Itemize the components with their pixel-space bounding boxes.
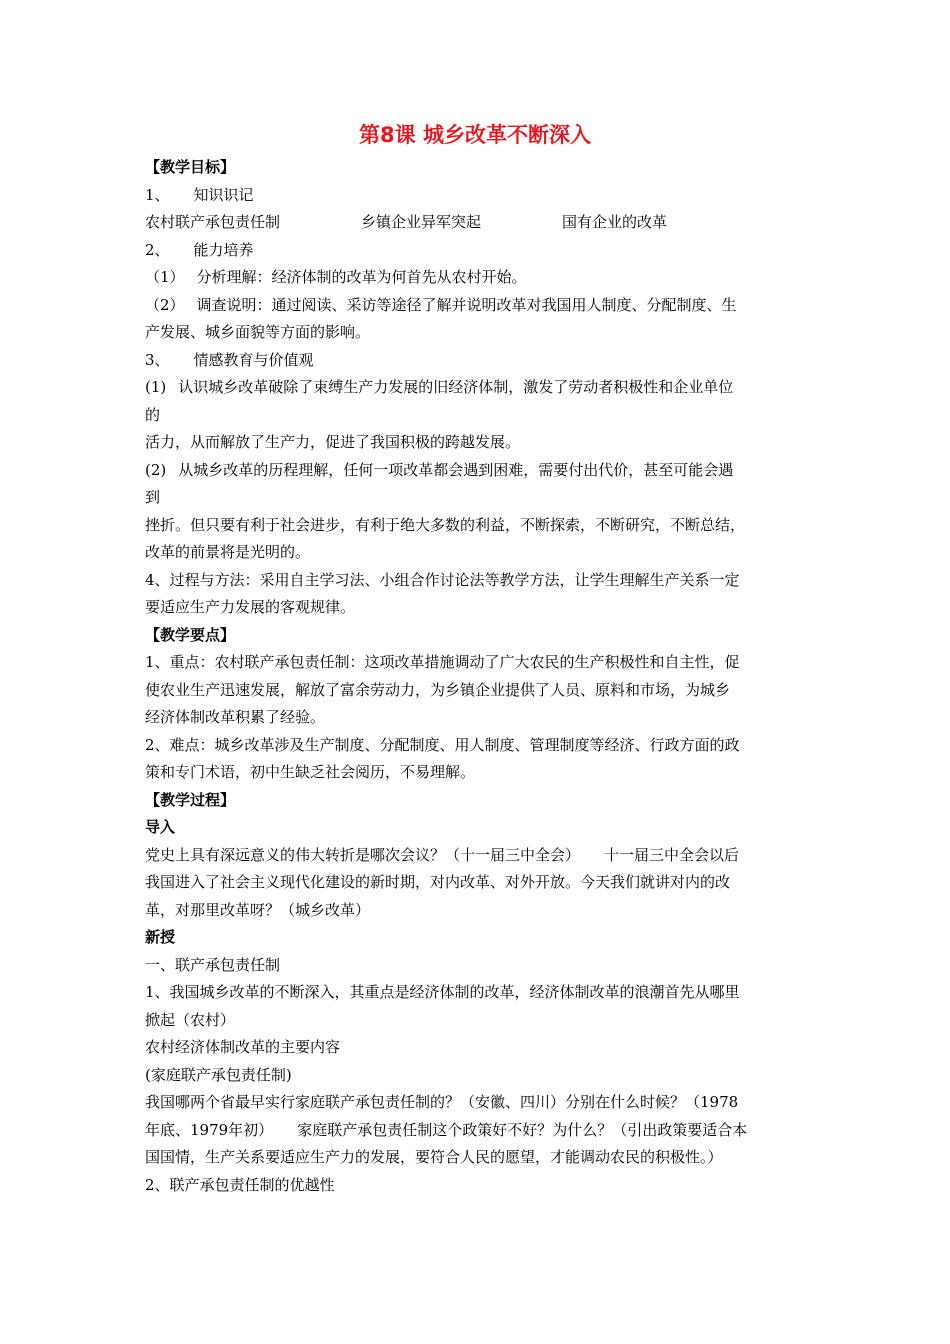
text-line: 革，对那里改革呀？（城乡改革） xyxy=(145,900,371,919)
text-line: 年底、1979年初） 家庭联产承包责任制这个政策好不好？为什么？（引出政策要适合本 xyxy=(145,1120,748,1139)
text-line: 2、联产承包责任制的优越性 xyxy=(145,1175,335,1194)
topic-list-row xyxy=(145,209,810,237)
lesson-title: 第8课 城乡改革不断深入 xyxy=(359,123,591,147)
text-line: 活力，从而解放了生产力，促进了我国积极的跨越发展。 xyxy=(145,433,521,451)
text-line: (家庭联产承包责任制) xyxy=(145,1065,292,1084)
text-line: 经济体制改革积累了经验。 xyxy=(145,708,326,726)
text-line: 掀起（农村） xyxy=(145,1010,236,1029)
text-line: 一、联产承包责任制 xyxy=(145,955,281,974)
text-line: 使农业生产迅速发展，解放了富余劳动力，为乡镇企业提供了人员、原料和市场，为城乡 xyxy=(145,680,731,699)
sub-item: (2) 从城乡改革的历程理解，任何一项改革都会遇到困难，需要付出代价，甚至可能会遇 xyxy=(145,460,734,479)
topic-item: 农村联产承包责任制 xyxy=(145,213,281,231)
topic-item: 国有企业的改革 xyxy=(562,213,668,231)
document-body xyxy=(145,154,810,1199)
text-line: 2、难点：城乡改革涉及生产制度、分配制度、用人制度、管理制度等经济、行政方面的政 xyxy=(145,735,740,754)
section-heading-objectives: 【教学目标】 xyxy=(145,158,236,176)
sub-item: （2） 调查说明：通过阅读、采访等途径了解并说明改革对我国用人制度、分配制度、生 xyxy=(145,295,737,314)
subheading-new-lesson: 新授 xyxy=(145,928,176,946)
text-line: 1、重点：农村联产承包责任制：这项改革措施调动了广大农民的生产积极性和自主性，促 xyxy=(145,653,740,671)
section-heading-process: 【教学过程】 xyxy=(145,790,236,809)
text-line: 要适应生产力发展的客观规律。 xyxy=(145,598,356,616)
text-line: 1、我国城乡改革的不断深入，其重点是经济体制的改革，经济体制改革的浪潮首先从哪里 xyxy=(145,983,740,1001)
sub-item: (1) 认识城乡改革破除了束缚生产力发展的旧经济体制，激发了劳动者积极性和企业单位 xyxy=(145,378,734,396)
text-line: 产发展、城乡面貌等方面的影响。 xyxy=(145,323,371,341)
numbered-item: 2、 能力培养 xyxy=(145,240,254,259)
text-line: 我国进入了社会主义现代化建设的新时期，对内改革、对外开放。今天我们就讲对内的改 xyxy=(145,873,731,891)
subheading-intro: 导入 xyxy=(145,818,176,836)
text-line: 国国情，生产关系要适应生产力的发展，要符合人民的愿望，才能调动农民的积极性。） xyxy=(145,1148,723,1166)
section-heading-key-points: 【教学要点】 xyxy=(145,625,236,644)
text-line: 改革的前景将是光明的。 xyxy=(145,543,311,561)
text-line: 挫折。但只要有利于社会进步，有利于绝大多数的利益，不断探索，不断研究，不断总结， xyxy=(145,515,746,534)
text-line: 农村经济体制改革的主要内容 xyxy=(145,1038,341,1056)
text-line: 策和专门术语，初中生缺乏社会阅历，不易理解。 xyxy=(145,763,476,781)
numbered-item: 3、 情感教育与价值观 xyxy=(145,350,314,369)
text-line: 到 xyxy=(145,488,161,506)
numbered-item: 1、 知识识记 xyxy=(145,185,254,204)
text-line: 我国哪两个省最早实行家庭联产承包责任制的？（安徽、四川）分别在什么时候？（1978 xyxy=(145,1093,739,1111)
sub-item: （1） 分析理解：经济体制的改革为何首先从农村开始。 xyxy=(145,268,527,286)
text-line: 的 xyxy=(145,405,161,424)
topic-item: 乡镇企业异军突起 xyxy=(361,213,482,231)
text-line: 党史上具有深远意义的伟大转折是哪次会议？（十一届三中全会） 十一届三中全会以后 xyxy=(145,845,740,864)
text-line: 4、过程与方法：采用自主学习法、小组合作讨论法等教学方法，让学生理解生产关系一定 xyxy=(145,570,740,589)
